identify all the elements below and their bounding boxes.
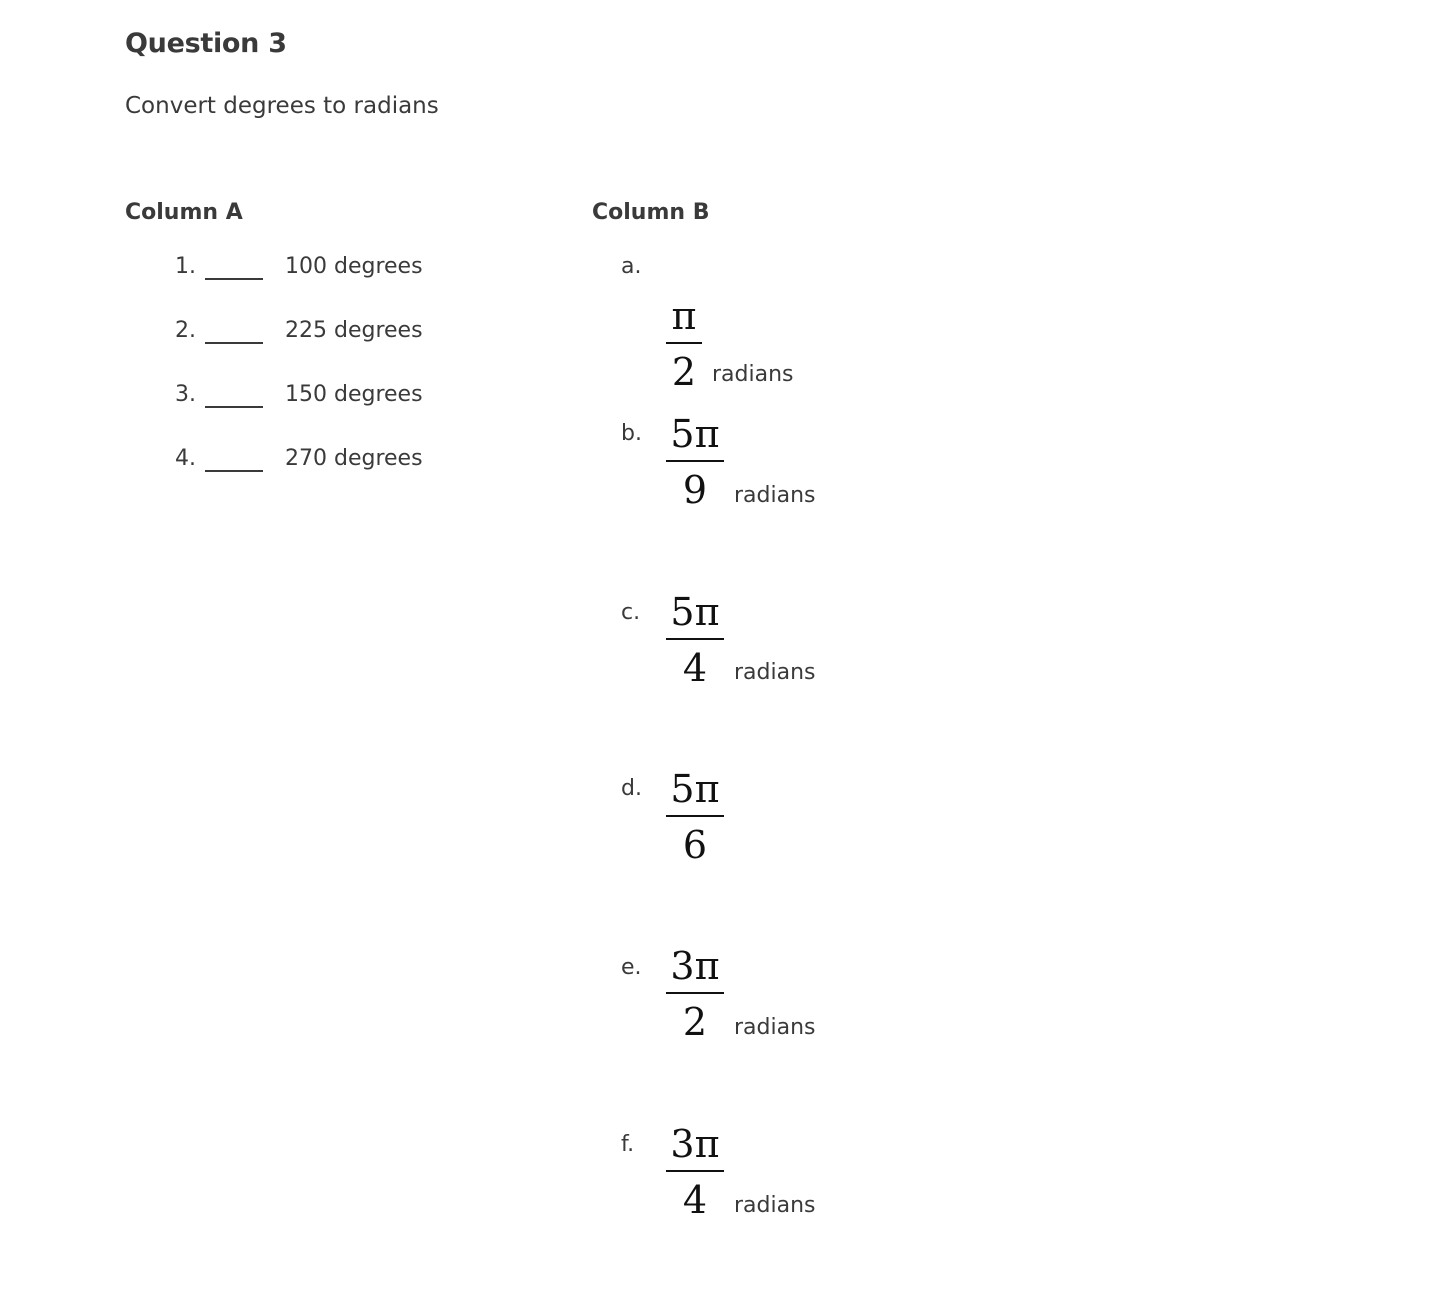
- fraction-numerator: 3π: [670, 1122, 720, 1166]
- fraction-numerator: 5π: [670, 590, 720, 634]
- question-title: Question 3: [125, 28, 287, 59]
- fraction-denominator: 2: [671, 350, 697, 394]
- column-a-item: [0, 254, 600, 318]
- column-a-item: [0, 382, 600, 446]
- fraction-denominator: 4: [682, 1178, 708, 1222]
- fraction-numerator: 3π: [670, 944, 720, 988]
- item-number: 4.: [175, 446, 196, 471]
- item-degrees: 270 degrees: [285, 446, 423, 471]
- fraction-denominator: 6: [682, 823, 708, 867]
- option-fraction: [666, 412, 724, 512]
- item-degrees: 100 degrees: [285, 254, 423, 279]
- fraction-numerator: π: [671, 294, 697, 338]
- answer-blank[interactable]: [205, 406, 263, 408]
- fraction-bar: [666, 1170, 724, 1172]
- option-letter: a.: [621, 254, 642, 279]
- option-letter: f.: [621, 1132, 635, 1157]
- fraction-numerator: 5π: [670, 412, 720, 456]
- fraction-bar: [666, 460, 724, 462]
- fraction-bar: [666, 638, 724, 640]
- item-number: 1.: [175, 254, 196, 279]
- item-number: 3.: [175, 382, 196, 407]
- question-prompt: Convert degrees to radians: [125, 93, 439, 119]
- column-b-header: Column B: [592, 200, 710, 225]
- fraction-denominator: 2: [682, 1000, 708, 1044]
- column-a-item: [0, 318, 600, 382]
- option-fraction: [666, 590, 724, 690]
- option-unit: radians: [734, 660, 816, 685]
- column-a-header: Column A: [125, 200, 243, 225]
- item-degrees: 150 degrees: [285, 382, 423, 407]
- option-letter: c.: [621, 600, 641, 625]
- item-degrees: 225 degrees: [285, 318, 423, 343]
- option-unit: radians: [734, 1015, 816, 1040]
- option-fraction: [666, 767, 724, 867]
- option-letter: d.: [621, 776, 642, 801]
- fraction-numerator: 5π: [670, 767, 720, 811]
- answer-blank[interactable]: [205, 278, 263, 280]
- option-letter: b.: [621, 421, 642, 446]
- fraction-denominator: 9: [682, 468, 708, 512]
- item-number: 2.: [175, 318, 196, 343]
- option-fraction: [666, 294, 702, 394]
- fraction-bar: [666, 992, 724, 994]
- fraction-denominator: 4: [682, 646, 708, 690]
- fraction-bar: [666, 815, 724, 817]
- column-a-item: [0, 446, 600, 510]
- answer-blank[interactable]: [205, 470, 263, 472]
- option-fraction: [666, 1122, 724, 1222]
- option-unit: radians: [734, 483, 816, 508]
- option-letter: e.: [621, 955, 642, 980]
- option-fraction: [666, 944, 724, 1044]
- fraction-bar: [666, 342, 702, 344]
- option-unit: radians: [734, 1193, 816, 1218]
- answer-blank[interactable]: [205, 342, 263, 344]
- option-unit: radians: [712, 362, 794, 387]
